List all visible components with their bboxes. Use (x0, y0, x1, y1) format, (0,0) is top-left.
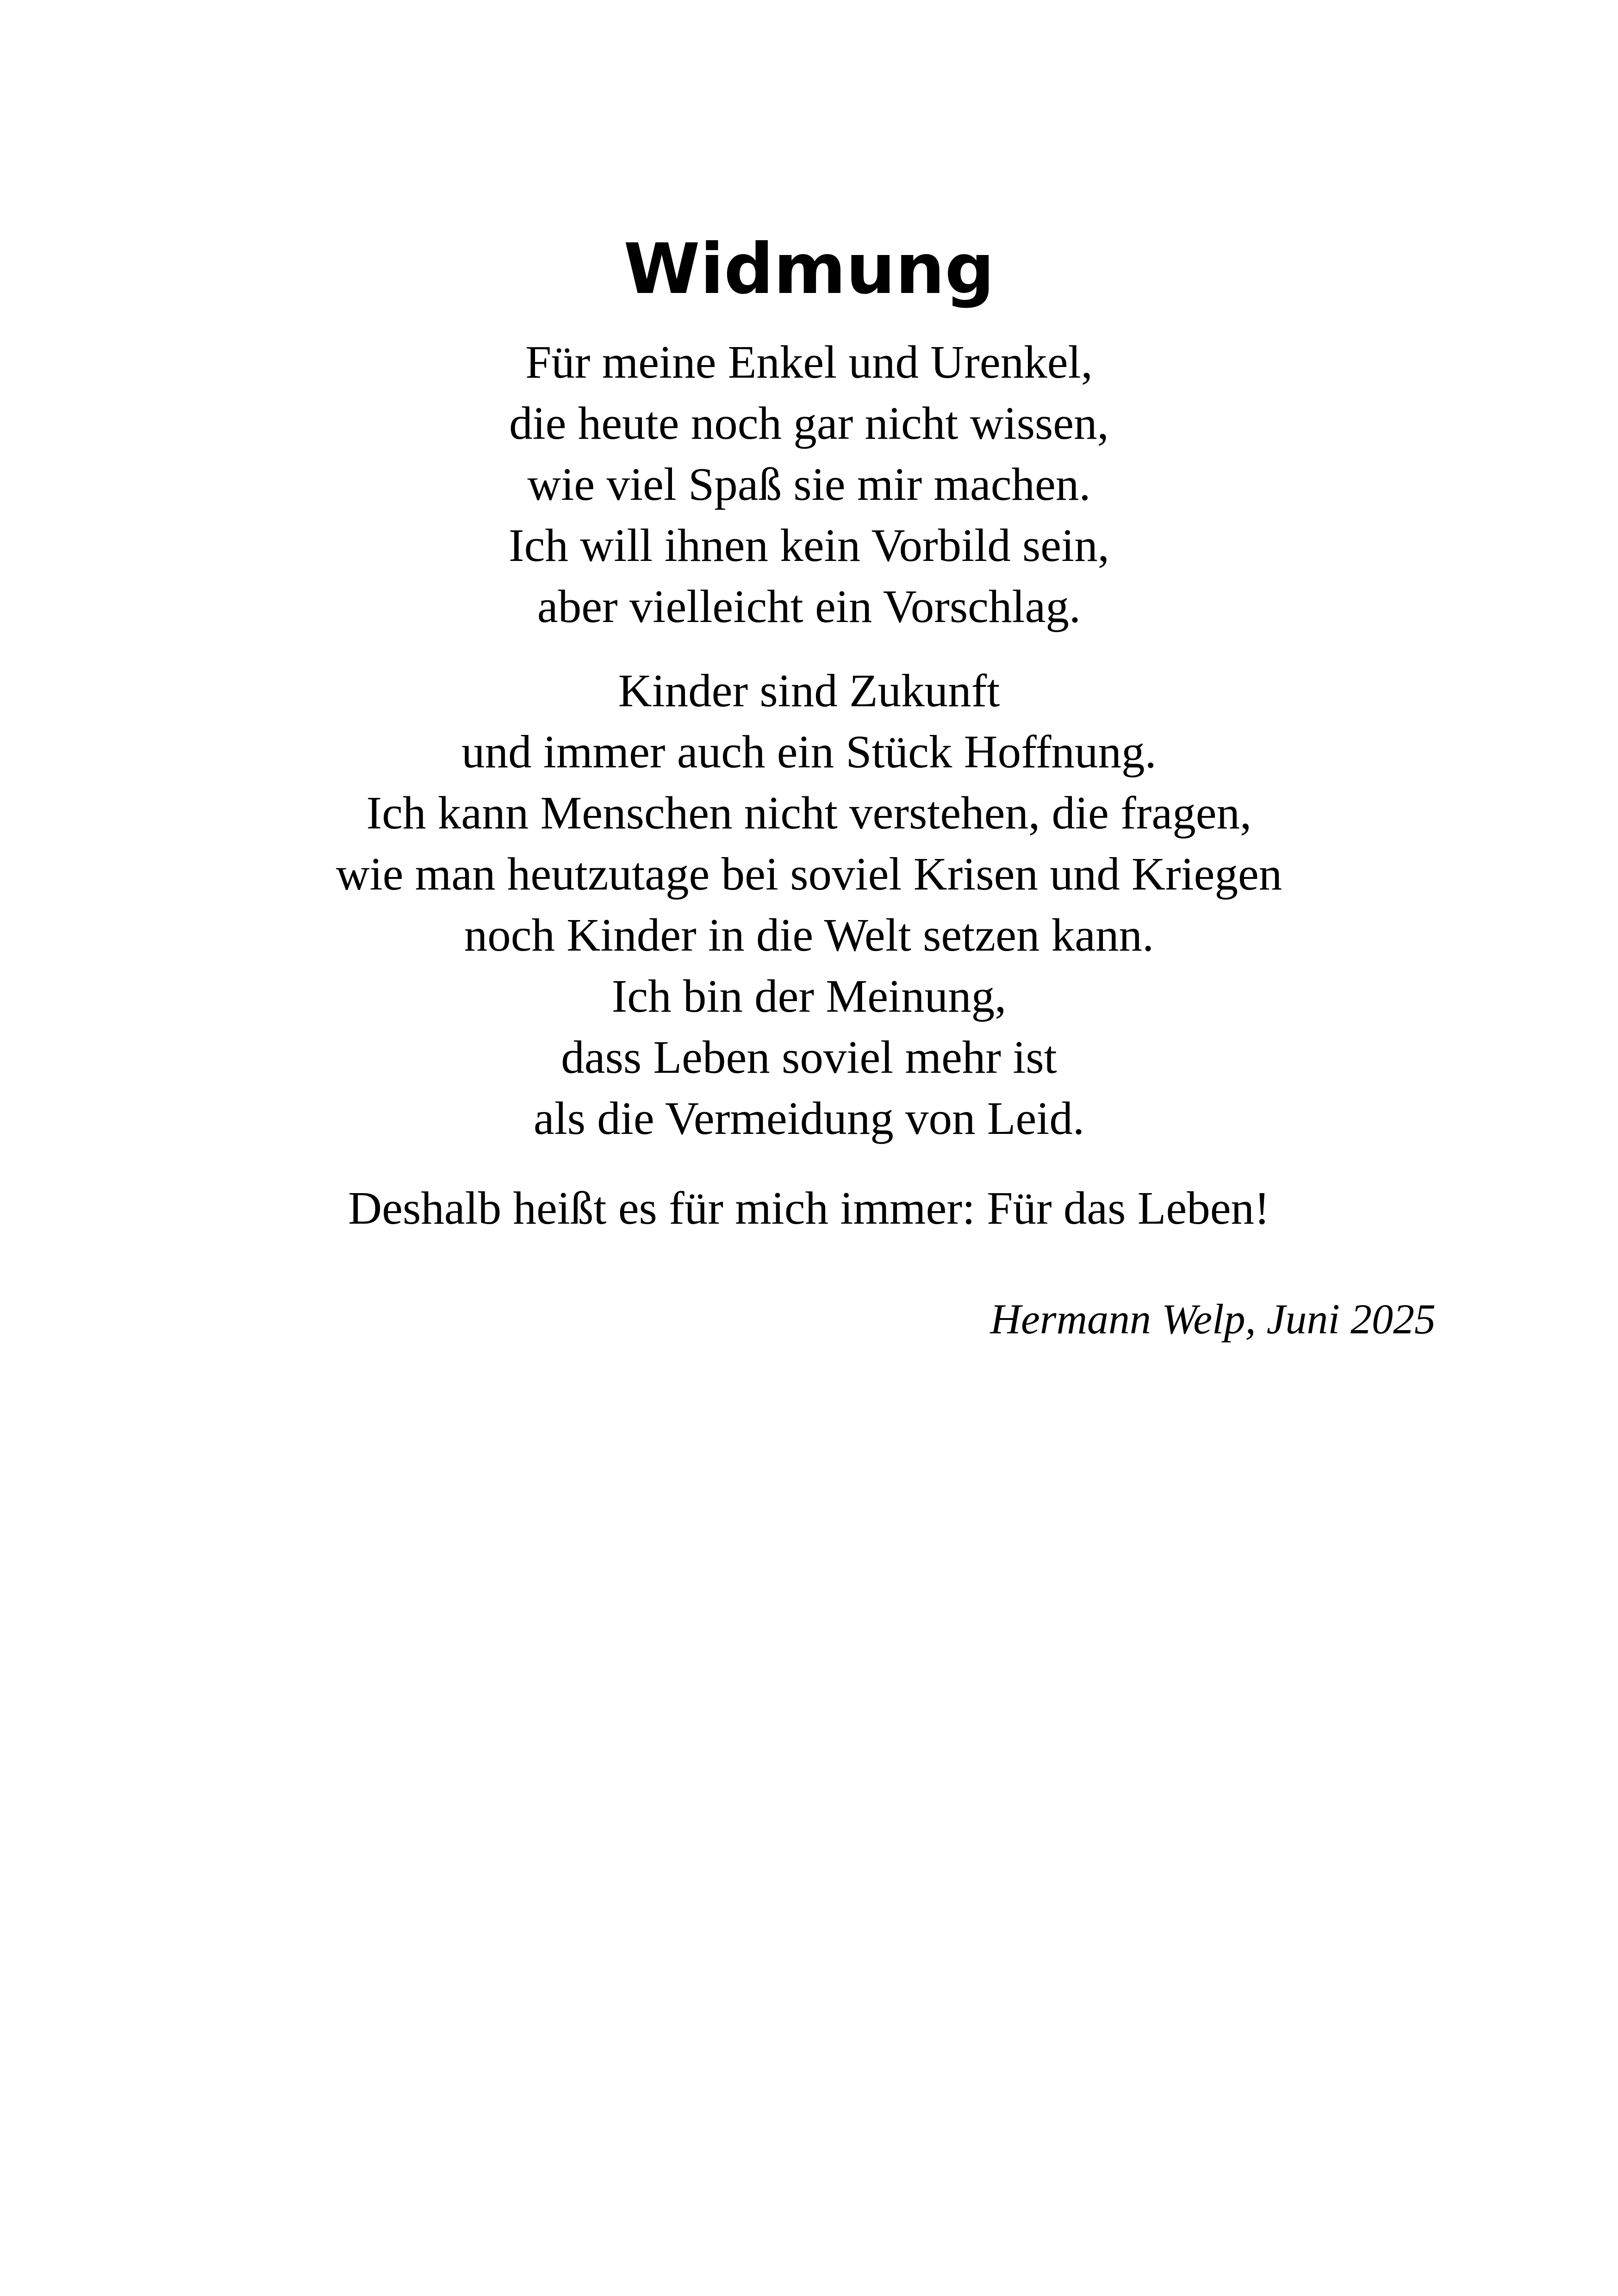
verse-line: noch Kinder in die Welt setzen kann. (464, 909, 1154, 961)
stanza-2 (0, 660, 1618, 1149)
verse-line: aber vielleicht ein Vorschlag. (537, 580, 1081, 632)
verse-line: Ich bin der Meinung, (611, 970, 1007, 1022)
verse-line: wie viel Spaß sie mir machen. (527, 458, 1091, 510)
page-title: Widmung (623, 229, 995, 310)
verse-line: Kinder sind Zukunft (618, 665, 1000, 716)
closing-line: Deshalb heißt es für mich immer: Für das Leben! (348, 1182, 1270, 1234)
signature: Hermann Welp, Juni 2025 (990, 1295, 1436, 1343)
stanza-1 (0, 331, 1618, 637)
verse-line: Ich kann Menschen nicht verstehen, die fragen, (366, 787, 1252, 839)
verse-line: Ich will ihnen kein Vorbild sein, (509, 519, 1109, 571)
verse-line: Für meine Enkel und Urenkel, (525, 336, 1093, 388)
verse-line: dass Leben soviel mehr ist (561, 1031, 1057, 1083)
verse-line: die heute noch gar nicht wissen, (509, 397, 1109, 449)
verse-line: als die Vermeidung von Leid. (533, 1092, 1085, 1144)
verse-line: und immer auch ein Stück Hoffnung. (461, 726, 1157, 778)
verse-line: wie man heutzutage bei soviel Krisen und Kriegen (336, 848, 1282, 900)
